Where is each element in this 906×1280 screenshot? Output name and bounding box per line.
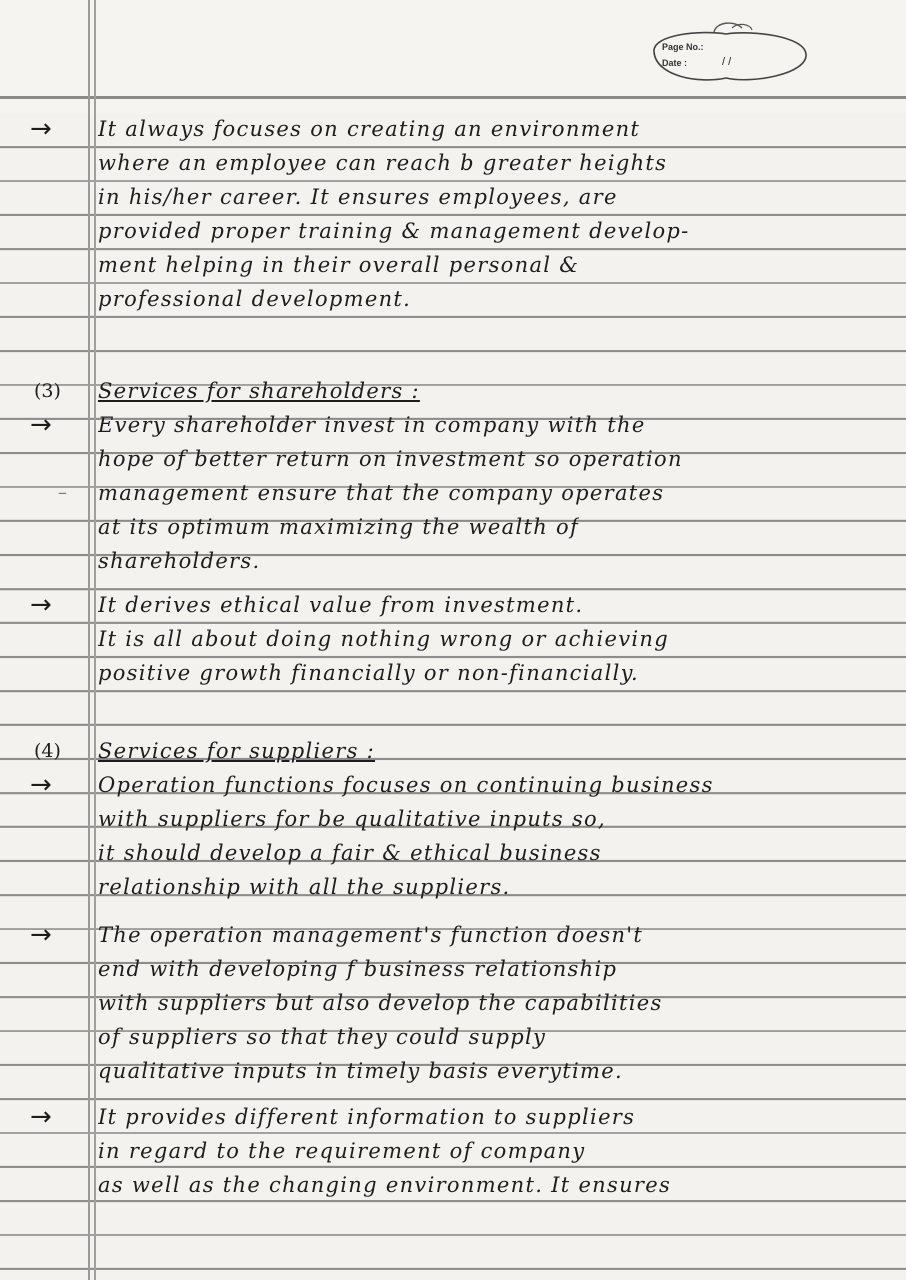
text-line: Operation functions focuses on continuing business [98, 773, 714, 797]
bullet-arrow: → [30, 114, 52, 144]
text-line: in his/her career. It ensures employees, are [98, 185, 618, 209]
bullet-arrow: → [30, 770, 52, 800]
text-line: professional development. [98, 287, 412, 311]
margin-line-secondary [94, 0, 96, 1280]
margin-line [88, 0, 90, 1280]
text-line: with suppliers for be qualitative inputs so, [98, 807, 606, 831]
text-line: at its optimum maximizing the wealth of [98, 515, 580, 539]
text-line: Every shareholder invest in company with the [98, 413, 646, 437]
text-line: ment helping in their overall personal & [98, 253, 580, 277]
bullet-arrow: → [30, 920, 52, 950]
text-line: It derives ethical value from investment. [98, 593, 584, 617]
text-line: end with developing f business relationship [98, 957, 618, 981]
text-line: The operation management's function doesn't [98, 923, 644, 947]
section-number: (3) [34, 380, 61, 402]
text-line: as well as the changing environment. It ensures [98, 1173, 672, 1197]
margin-dash: – [58, 482, 67, 503]
text-line: it should develop a fair & ethical business [98, 841, 602, 865]
date-label: Date : [662, 58, 688, 68]
bullet-arrow: → [30, 590, 52, 620]
text-line: where an employee can reach b greater heights [98, 151, 668, 175]
page-date-stamp [642, 22, 810, 84]
text-line: in regard to the requirement of company [98, 1139, 586, 1163]
section-heading-text: Services for shareholders : [98, 379, 420, 403]
section-heading [98, 734, 375, 768]
bullet-arrow: → [30, 410, 52, 440]
apple-stamp-icon [642, 22, 810, 84]
text-line: It provides different information to suppliers [98, 1105, 636, 1129]
section-heading-text: Services for suppliers : [98, 739, 376, 763]
text-line: management ensure that the company operates [98, 481, 665, 505]
text-line: shareholders. [98, 549, 261, 573]
text-line: It always focuses on creating an environment [98, 117, 641, 141]
text-line: of suppliers so that they could supply [98, 1025, 547, 1049]
text-line: relationship with all the suppliers. [98, 875, 511, 899]
text-line: qualitative inputs in timely basis everytime. [98, 1059, 623, 1083]
top-rule [0, 96, 906, 99]
text-line: with suppliers but also develop the capabilities [98, 991, 663, 1015]
text-line: positive growth financially or non-financially. [98, 661, 639, 685]
text-line: It is all about doing nothing wrong or achieving [98, 627, 669, 651]
bullet-arrow: → [30, 1102, 52, 1132]
section-heading [98, 374, 420, 408]
text-line: provided proper training & management develop- [98, 219, 690, 243]
page-no-label: Page No.: [662, 42, 704, 52]
date-value: / / [722, 56, 732, 68]
text-line: hope of better return on investment so operation [98, 447, 683, 471]
section-number: (4) [34, 740, 61, 762]
